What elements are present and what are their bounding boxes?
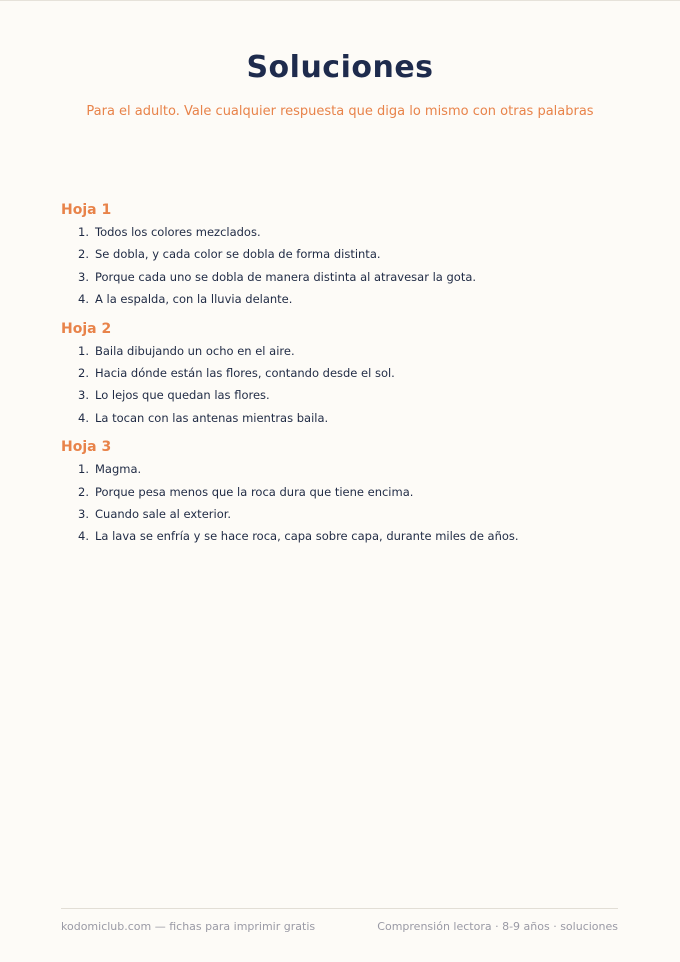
- answer-text: Porque cada uno se dobla de manera distinta al atravesar la gota.: [95, 269, 477, 284]
- answer-text: Cuando sale al exterior.: [95, 506, 232, 521]
- answer-number: 1.: [78, 225, 89, 239]
- section-title: Hoja 2: [61, 320, 112, 337]
- answer-item: [78, 266, 631, 288]
- solutions-list: [61, 199, 631, 555]
- answer-list: [61, 458, 631, 548]
- answer-text: Magma.: [95, 462, 142, 477]
- footer-divider: [61, 908, 618, 909]
- answer-list: [61, 221, 631, 311]
- answer-text: La lava se enfría y se hace roca, capa sobre capa, durante miles de años.: [95, 529, 519, 544]
- answer-item: [78, 503, 631, 525]
- answer-text: Se dobla, y cada color se dobla de forma distinta.: [95, 247, 381, 262]
- top-border: [0, 0, 680, 1]
- answer-item: [78, 525, 631, 547]
- answer-text: Todos los colores mezclados.: [95, 225, 261, 239]
- answer-text: Baila dibujando un ocho en el aire.: [95, 343, 295, 358]
- answer-item: [78, 340, 631, 362]
- answer-text: Porque pesa menos que la roca dura que tiene encima.: [95, 484, 414, 499]
- answer-number: 2.: [78, 247, 89, 262]
- footer-worksheet-info: Comprensión lectora · 8-9 años · soluciones: [377, 920, 618, 933]
- answer-item: [78, 243, 631, 265]
- answer-text: A la espalda, con la lluvia delante.: [95, 292, 293, 307]
- answer-number: 1.: [78, 343, 89, 358]
- answer-text: Lo lejos que quedan las flores.: [95, 388, 270, 403]
- answer-item: [78, 221, 631, 243]
- answer-item: [78, 407, 631, 429]
- answer-number: 3.: [78, 269, 89, 284]
- answer-number: 2.: [78, 365, 89, 380]
- section-hoja-1: [61, 199, 631, 311]
- page-subtitle: Para el adulto. Vale cualquier respuesta que diga lo mismo con otras palabras: [86, 104, 594, 119]
- answer-number: 1.: [78, 462, 89, 477]
- answer-number: 2.: [78, 484, 89, 499]
- section-title: Hoja 3: [61, 439, 112, 456]
- answer-item: [78, 481, 631, 503]
- answer-number: 4.: [78, 529, 89, 544]
- answer-item: [78, 288, 631, 310]
- answer-item: [78, 458, 631, 480]
- answer-number: 4.: [78, 410, 89, 425]
- answer-text: La tocan con las antenas mientras baila.: [95, 410, 329, 425]
- page-title: Soluciones: [246, 50, 434, 85]
- footer-site-credit: kodomiclub.com — fichas para imprimir gratis: [61, 920, 316, 933]
- answer-number: 3.: [78, 388, 89, 403]
- answer-list: [61, 340, 631, 430]
- answer-number: 3.: [78, 506, 89, 521]
- section-title: Hoja 1: [61, 202, 112, 218]
- section-hoja-3: [61, 436, 631, 548]
- section-hoja-2: [61, 318, 631, 430]
- answer-item: [78, 384, 631, 406]
- answer-text: Hacia dónde están las flores, contando desde el sol.: [95, 365, 395, 380]
- answer-item: [78, 362, 631, 384]
- answer-number: 4.: [78, 292, 89, 307]
